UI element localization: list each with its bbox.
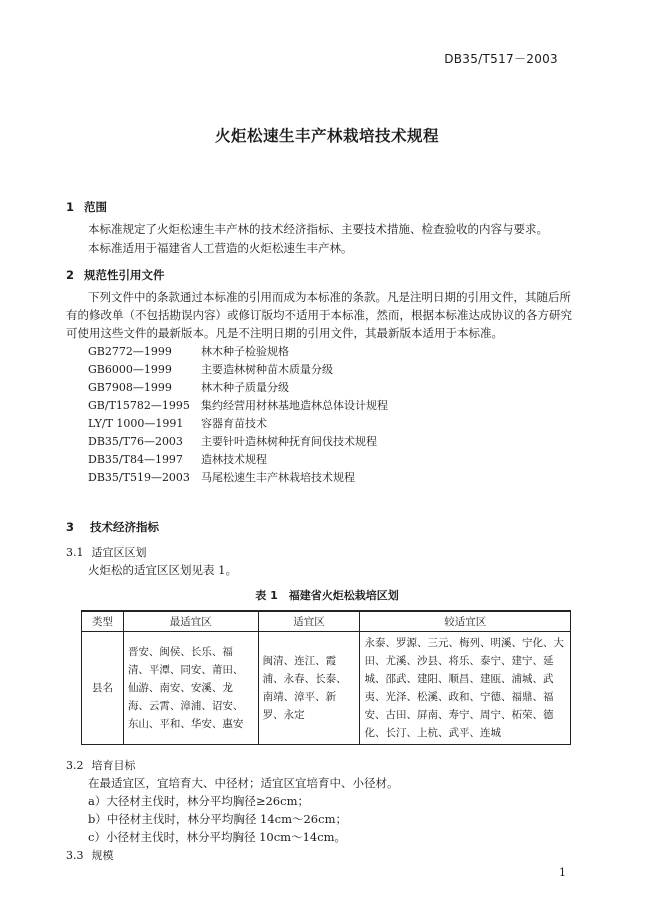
subsection-3-2-paragraph: 在最适宜区，宜培育大、中径材；适宜区宜培育中、小径材。 [88,776,399,790]
section-2-title: 规范性引用文件 [84,268,165,282]
subsection-3-3-heading [66,847,114,863]
reference-code: GB7908—1999 [88,380,172,394]
reference-item [88,450,388,468]
reference-list [88,342,388,486]
reference-item [88,468,388,486]
section-2-heading [66,267,165,283]
reference-code: GB/T15782—1995 [88,398,190,412]
target-item: c）小径材主伐时，林分平均胸径 10cm～14cm。 [88,830,347,844]
reference-name: 容器育苗技术 [201,417,267,430]
reference-code: GB2772—1999 [88,344,172,358]
section-3-number: 3 [66,520,75,534]
reference-code: GB6000—1999 [88,362,172,376]
cell-fairly-suitable: 永泰、罗源、三元、梅列、明溪、宁化、大田、尤溪、沙县、将乐、泰宁、建宁、延城、邵武、建阳、顺昌、建瓯、浦城、武夷、光泽、松溪、政和、宁德、福鼎、福安、古田、屏南、寿宁、周宁、柘荣、德化、长汀、上杭、武平、连城 [360,632,571,745]
section-2-paragraph: 下列文件中的条款通过本标准的引用而成为本标准的条款。凡是注明日期的引用文件，其随后所有的修改单（不包括勘误内容）或修订版均不适用于本标准，然而，根据本标准达成协议的各方研究可使用这些文件的最新版本。凡是不注明日期的引用文件，其最新版本适用于本标准。 [66,290,572,340]
reference-name: 造林技术规程 [201,453,267,466]
section-1-title: 范围 [84,200,108,214]
subsection-3-1-paragraph: 火炬松的适宜区区划见表 1。 [88,563,237,577]
section-1-paragraph-1: 本标准规定了火炬松速生丰产林的技术经济指标、主要技术措施、检查验收的内容与要求。 [88,222,548,236]
subsection-3-1-heading [66,544,147,560]
table-caption: 表 1 福建省火炬松栽培区划 [255,589,399,602]
subsection-3-1-title: 适宜区区划 [91,546,147,559]
target-item: a）大径材主伐时，林分平均胸径≥26cm； [88,794,309,808]
cell-suitable: 闽清、连江、霞浦、永春、长泰、南靖、漳平、新罗、永定 [258,632,360,745]
section-3-title: 技术经济指标 [90,520,160,534]
reference-item [88,396,388,414]
reference-name: 林木种子质量分级 [201,381,289,394]
reference-code: LY/T 1000—1991 [88,416,184,430]
section-2-number: 2 [66,268,75,282]
reference-name: 主要针叶造林树种抚育间伐技术规程 [201,435,377,448]
reference-item [88,342,388,360]
reference-item [88,360,388,378]
reference-item [88,414,388,432]
reference-name: 主要造林树种苗木质量分级 [201,363,333,376]
reference-item [88,378,388,396]
header-suitable: 适宜区 [258,611,360,632]
section-1-paragraph-2: 本标准适用于福建省人工营造的火炬松速生丰产林。 [88,241,353,255]
section-1-heading [66,199,107,215]
subsection-3-2-number: 3.2 [66,759,84,772]
standard-code: DB35/T517－2003 [444,52,558,66]
reference-name: 马尾松速生丰产林栽培技术规程 [201,471,355,484]
reference-name: 集约经营用材林基地造林总体设计规程 [201,399,388,412]
subsection-3-2-title: 培育目标 [91,759,136,772]
cell-most-suitable: 晋安、闽侯、长乐、福清、平潭、同安、莆田、仙游、南安、安溪、龙海、云霄、漳浦、诏安、东山、平和、华安、惠安 [123,632,258,745]
reference-code: DB35/T519—2003 [88,470,190,484]
subsection-3-1-number: 3.1 [66,546,84,559]
table-row [82,632,571,745]
target-item: b）中径材主伐时，林分平均胸径 14cm～26cm； [88,812,347,826]
header-type: 类型 [82,611,124,632]
reference-code: DB35/T84—1997 [88,452,183,466]
page-number: 1 [559,866,566,879]
reference-item [88,432,388,450]
subsection-3-2-heading [66,757,136,773]
header-most-suitable: 最适宜区 [123,611,258,632]
table-header-row [82,611,571,632]
subsection-3-3-number: 3.3 [66,849,84,862]
section-1-number: 1 [66,200,75,214]
zoning-table [81,610,571,745]
subsection-3-3-title: 规模 [91,849,114,862]
reference-code: DB35/T76—2003 [88,434,183,448]
row-label: 县名 [82,632,124,745]
section-3-heading [66,519,159,535]
header-fairly-suitable: 较适宜区 [360,611,571,632]
reference-name: 林木种子检验规格 [201,345,289,358]
document-title: 火炬松速生丰产林栽培技术规程 [214,127,439,145]
